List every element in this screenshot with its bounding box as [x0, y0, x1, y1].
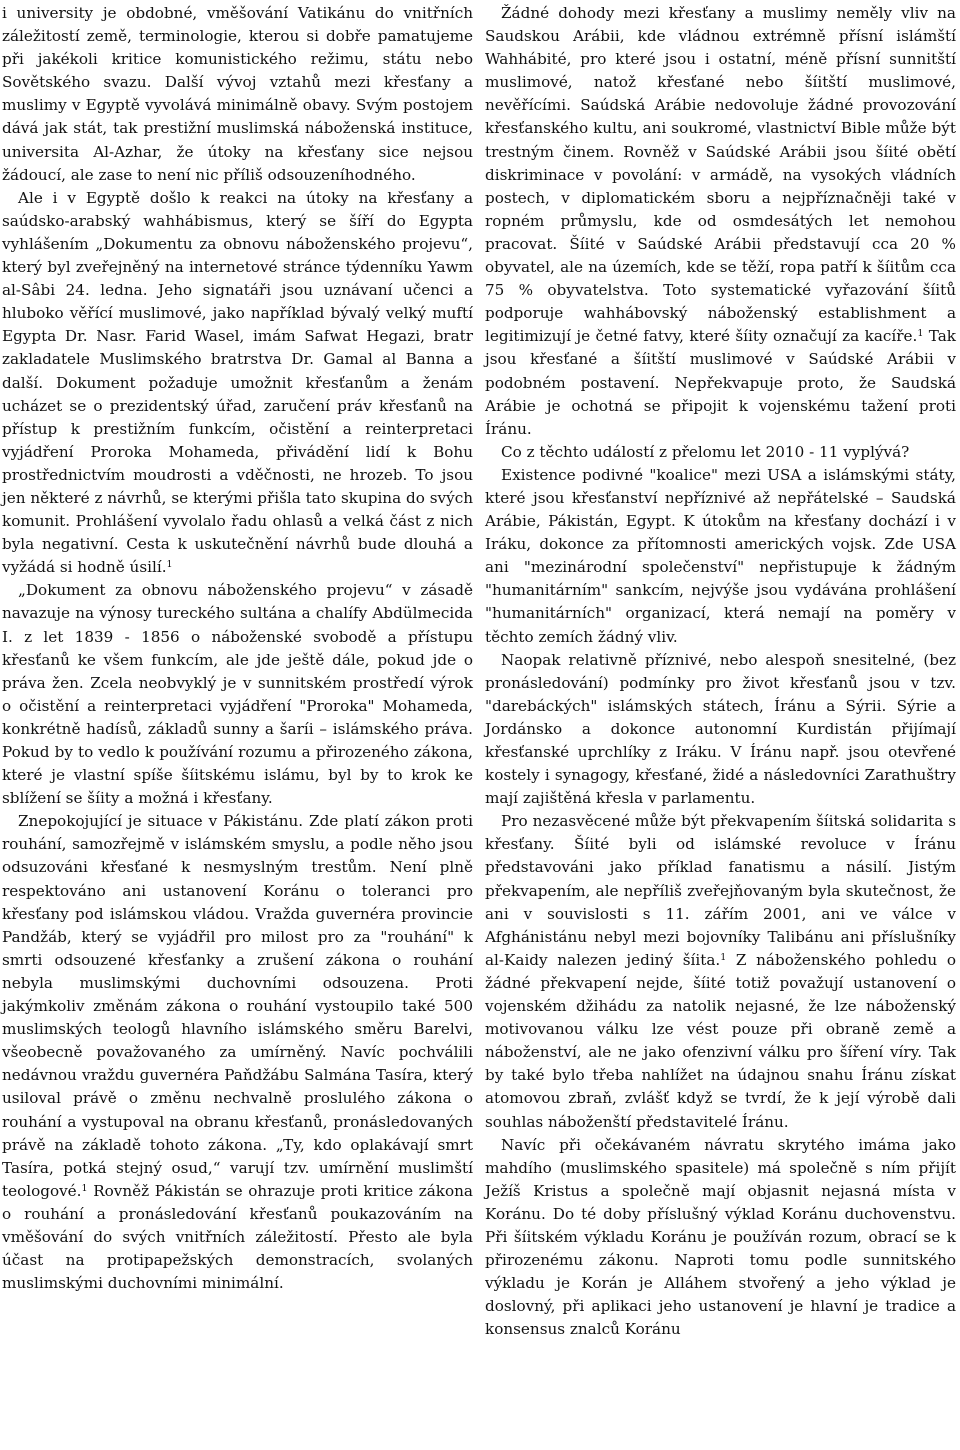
paragraph-text: Ale i v Egyptě došlo k reakci na útoky na křesťany a saúdsko-arabský wahhábismus, který se šíří do Egypta vyhlášením „Dokumentu za obnovu náboženského projevu“, který byl zveřejněný na internetové stránce týdenníku Yawm al-Sâbi 24. ledna. Jeho signatáři jsou uznávaní učenci a hluboko věřící muslimové, jako například bývalý velký muftí Egypta Dr. Nasr. Farid Wasel, imám Safwat Hegazi, bratr zakladatele Muslimského bratrstva Dr. Gamal al Banna a další. Dokument požaduje umožnit křesťanům a ženám ucházet se o prezidentský úřad, zaručení práv křesťanů na přístup k prestižním funkcím, očistění a reinterpretaci vyjádření Proroka Mohameda, přivádění lidí k Bohu prostřednictvím moudrosti a vděčnosti, ne hrozeb. To jsou jen některé z návrhů, se kterými přišla tato skupina do svých komunit. Prohlášení vyvolalo řadu ohlasů a velká část z nich byla negativní. Cesta k uskutečnění návrhů bude dlouhá a vyžádá si hodně úsilí. — [2, 188, 473, 577]
paragraph-text: „Dokument za obnovu náboženského projevu“ v zásadě navazuje na výnosy tureckého sultána a chalífy Abdülmecida I. z let 1839 - 1856 o náboženské svobodě a přístupu křesťanů ke všem funkcím, ale jde ještě dále, pokud jde o práva žen. Zcela neobvyklý je v sunnitském prostředí výrok o očistění a reinterpretaci vyjádření "Proroka" Mohameda, konkrétně hadísů, základů sunny a šaríi – islámského práva. Pokud by to vedlo k používání rozumu a přirozeného zákona, které je vlastní spíše šíitskému islámu, byl by to krok ke sblížení se šíity a možná i křesťany. — [2, 581, 473, 808]
paragraph-text: Pro nezasvěcené může být překvapením šíitská solidarita s křesťany. Šíité byli od islámské revoluce v Íránu představováni jako příklad fanatismu a násilí. Jistým překvapením, ale nepříliš zveřejňovaným byla skutečnost, že ani v souvislosti s 11. zářím 2001, ani ve válce v Afghánistánu nebyl mezi bojovníky Talibánu ani příslušníky al-Kaidy nalezen jediný šíita. — [485, 812, 956, 969]
paragraph — [485, 1134, 956, 1342]
paragraph — [485, 464, 956, 649]
paragraph — [2, 810, 473, 1295]
footnote-ref: 1 — [720, 951, 727, 963]
paragraph — [485, 810, 956, 1133]
footnote-ref: 1 — [166, 559, 173, 571]
paragraph — [2, 2, 473, 187]
paragraph-text: Existence podivné "koalice" mezi USA a islámskými státy, které jsou křesťanství nepříznivé až nepřátelské – Saudská Arábie, Pákistán, Egypt. K útokům na křesťany dochází i v Iráku, dokonce za přítomnosti amerických vojsk. Zde USA ani "mezinárodní společenství" nepřistupuje k žádným "humanitárním" sankcím, nejvýše jsou vydávána prohlášení "humanitárních" organizací, která nemají na poměry v těchto zemích žádný vliv. — [485, 465, 956, 646]
paragraph — [2, 579, 473, 810]
paragraph — [485, 2, 956, 441]
paragraph — [485, 441, 956, 464]
left-column — [2, 2, 473, 1450]
paragraph-text: i university je obdobné, vměšování Vatikánu do vnitřních záležitostí země, terminologie, kterou si dobře pamatujeme při jakékoli kritice komunistického režimu, státu nebo Sovětského svazu. Další vývoj vztahů mezi křesťany a muslimy v Egyptě vyvolává minimálně obavy. Svým postojem dává jak stát, tak prestižní muslimská náboženská instituce, universita Al-Azhar, že útoky na křesťany sice nejsou žádoucí, ale zase to není nic příliš odsouzeníhodného. — [2, 4, 473, 184]
paragraph-text: Co z těchto událostí z přelomu let 2010 - 11 vyplývá? — [501, 442, 910, 461]
paragraph-text-tail: Z náboženského pohledu o žádné překvapení nejde, šíité totiž považují ustanovení o vojenském džihádu za natolik nejasné, že lze náboženský motivovanou válku lze vést pouze při obraně země a náboženství, ale ne jako ofenzivní válku pro šíření víry. Tak by také bylo třeba nahlížet na údajnou snahu Íránu získat atomovou zbraň, zvlášť když se tvrdí, že k její výrobě dali souhlas náboženští představitelé Íránu. — [485, 950, 957, 1131]
paragraph-text-tail: Tak jsou křesťané a šíitští muslimové v Saúdské Arábii v podobném postavení. Nepřekvapuje proto, že Saudská Arábie je ochotná se připojit k vojenskému tažení proti Íránu. — [485, 327, 956, 438]
paragraph — [485, 649, 956, 811]
footnote-ref: 1 — [81, 1182, 88, 1194]
paragraph-text: Navíc při očekávaném návratu skrytého imáma jako mahdího (muslimského spasitele) má společně s ním přijít Ježíš Kristus a společně mají objasnit nejasná místa v Koránu. Do té doby příslušný výklad Koránu duchovenstvu. Při šíitském výkladu Koránu je používán rozum, obrací se k přirozenému zákonu. Naproti tomu podle sunnitského výkladu je Korán je Alláhem stvořený a jeho výklad je doslovný, při aplikaci jeho ustanovení je hlavní je tradice a konsensus znalců Koránu — [485, 1135, 956, 1339]
paragraph — [2, 187, 473, 580]
paragraph-text: Naopak relativně příznivé, nebo alespoň snesitelné, (bez pronásledování) podmínky pro život křesťanů jsou v tzv. "darebáckých" islámských státech, Íránu a Sýrii. Sýrie a Jordánsko a dokonce autonomní Kurdistán přijímají křesťanské uprchlíky z Iráku. V Íránu např. jsou otevřené kostely i synagogy, křesťané, židé a následovníci Zarathuštry mají zajištěná křesla v parlamentu. — [485, 650, 956, 808]
paragraph-text-tail: Rovněž Pákistán se ohrazuje proti kritice zákona o rouhání a pronásledování křesťanů poukazováním na vměšování do svých vnitřních záležitostí. Přesto ale byla účast na protipapežských demonstracích, svolaných muslimskými duchovními minimální. — [2, 1181, 473, 1293]
paragraph-text: Znepokojující je situace v Pákistánu. Zde platí zákon proti rouhání, samozřejmě v islámském smyslu, a podle něho jsou odsuzováni křesťané k nesmyslným trestům. Není plně respektováno ani ustanovení Koránu o toleranci pro křesťany pod islámskou vládou. Vražda guvernéra provincie Pandžáb, který se vyjádřil pro milost pro za "rouhání" k smrti odsouzené křesťanky a zrušení zákona o rouhání nebyla muslimskými duchovními odsouzena. Proti jakýmkoliv změnám zákona o rouhání vystoupilo také 500 muslimských teologů hlavního islámského směru Barelvi, všeobecně považovaného za umírněný. Navíc pochválili nedávnou vraždu guvernéra Paňdžábu Salmána Tasíra, který usiloval právě o změnu nechvalně proslulého zákona o rouhání a vystupoval na obranu křesťanů, pronásledovaných právě na základě tohoto zákona. „Ty, kdo oplakávají smrt Tasíra, potká stejný osud,“ varují tzv. umírnění muslimští teologové. — [2, 812, 473, 1200]
footnote-ref: 1 — [917, 328, 924, 340]
right-column — [485, 2, 956, 1450]
paragraph-text: Žádné dohody mezi křesťany a muslimy neměly vliv na Saudskou Arábii, kde vládnou extrémně přísní islámští Wahhábité, pro které jsou i ostatní, méně přísní sunnitští muslimové, natož křesťané nebo šíitští muslimové, nevěřícími. Saúdská Arábie nedovoluje žádné provozování křesťanského kultu, ani soukromé, vlastnictví Bible může být trestným činem. Rovněž v Saúdské Arábii jsou šíité obětí diskriminace v povolání: v armádě, na vysokých vládních postech, v diplomatickém sboru a nejpříznačněji také v ropném průmyslu, kde od osmdesátých let nemohou pracovat. Šíité v Saúdské Arábii představují cca 20 % obyvatel, ale na územích, kde se těží, ropa patří k šíitům cca 75 % obyvatelstva. Toto systematické vyřazování šíitů podporuje wahhábovský náboženský establishment a legitimizují je četné fatvy, které šíity označují za kacíře. — [485, 4, 956, 346]
